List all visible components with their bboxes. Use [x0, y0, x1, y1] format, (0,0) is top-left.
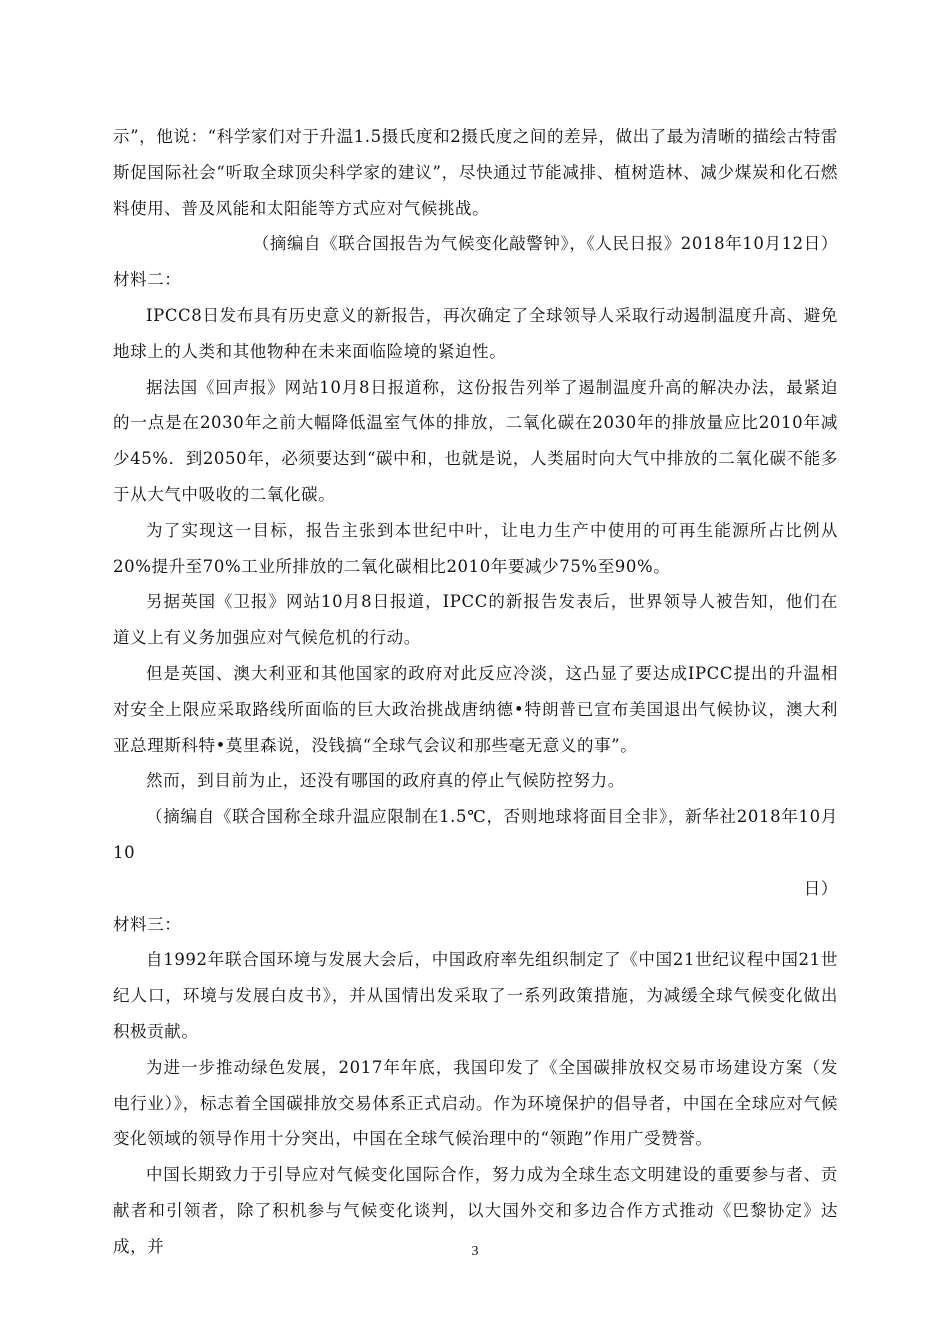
paragraph: 然而，到目前为止，还没有哪国的政府真的停止气候防控努力。	[146, 771, 625, 791]
paragraph: 另据英国《卫报》网站10月8日报道，IPCC的新报告发表后，世界领导人被告知，他们在道义上有义务加强应对气候危机的行动。	[113, 592, 838, 648]
paragraph: 为了实现这一目标，报告主张到本世纪中叶，让电力生产中使用的可再生能源所占比例从20%提升至70%工业所排放的二氧化碳相比2010年要减少75%至90%。	[113, 520, 838, 576]
paragraph: 为进一步推动绿色发展，2017年年底，我国印发了《全国碳排放权交易市场建设方案（发电行业）》，标志着全国碳排放交易体系正式启动。作为环境保护的倡导者，中国在全球应对气候变化领域的领导作用十分突出，中国在全球气候治理中的“领跑”作用广受赞誉。	[113, 1057, 838, 1149]
paragraph: IPCC8日发布具有历史意义的新报告，再次确定了全球领导人采取行动遏制温度升高、避免地球上的人类和其他物种在未来面临险境的紧迫性。	[113, 305, 838, 361]
source-citation: （摘编自《联合国称全球升温应限制在1.5℃，否则地球将面目全非》，新华社2018年10月10	[113, 807, 838, 862]
section-heading-material-three: 材料三：	[113, 914, 182, 934]
section-heading-material-two: 材料二：	[113, 270, 182, 290]
paragraph: 自1992年联合国环境与发展大会后，中国政府率先组织制定了《中国21世纪议程中国21世纪人口，环境与发展白皮书》，并从国情出发采取了一系列政策措施，为减缓全球气候变化做出积极贡献。	[113, 950, 838, 1041]
document-body	[113, 119, 838, 1265]
paragraph: 中国长期致力于引导应对气候变化国际合作，努力成为全球生态文明建设的重要参与者、贡献者和引领者，除了积机参与气候变化谈判，以大国外交和多边合作方式推动《巴黎协定》达成，并	[113, 1165, 838, 1256]
paragraph: 但是英国、澳大利亚和其他国家的政府对此反应冷淡，这凸显了要达成IPCC提出的升温相对安全上限应采取路线所面临的巨大政治挑战唐纳德•特朗普已宣布美国退出气候协议，澳大利亚总理斯科特•莫里森说，没钱搞“全球气会议和那些毫无意义的事”。	[113, 663, 838, 755]
paragraph: 据法国《回声报》网站10月8日报道称，这份报告列举了遏制温度升高的解决办法，最紧迫的一点是在2030年之前大幅降低温室气体的排放，二氧化碳在2030年的排放量应比2010年减少45%．到2050年，必须要达到“碳中和，也就是说，人类届时向大气中排放的二氧化碳不能多于从大气中吸收的二氧化碳。	[113, 377, 838, 504]
page-number: 3	[471, 1244, 479, 1259]
source-citation-end: 日）	[803, 878, 838, 898]
source-citation: （摘编自《联合国报告为气候变化敲警钟》，《人民日报》2018年10月12日）	[252, 234, 838, 254]
paragraph-continuation: 示”，他说：“科学家们对于升温1.5摄氏度和2摄氏度之间的差异，做出了最为清晰的描绘古特雷斯促国际社会“听取全球顶尖科学家的建议”，尽快通过节能减排、植树造林、减少煤炭和化石燃料使用、普及风能和太阳能等方式应对气候挑战。	[113, 127, 838, 218]
